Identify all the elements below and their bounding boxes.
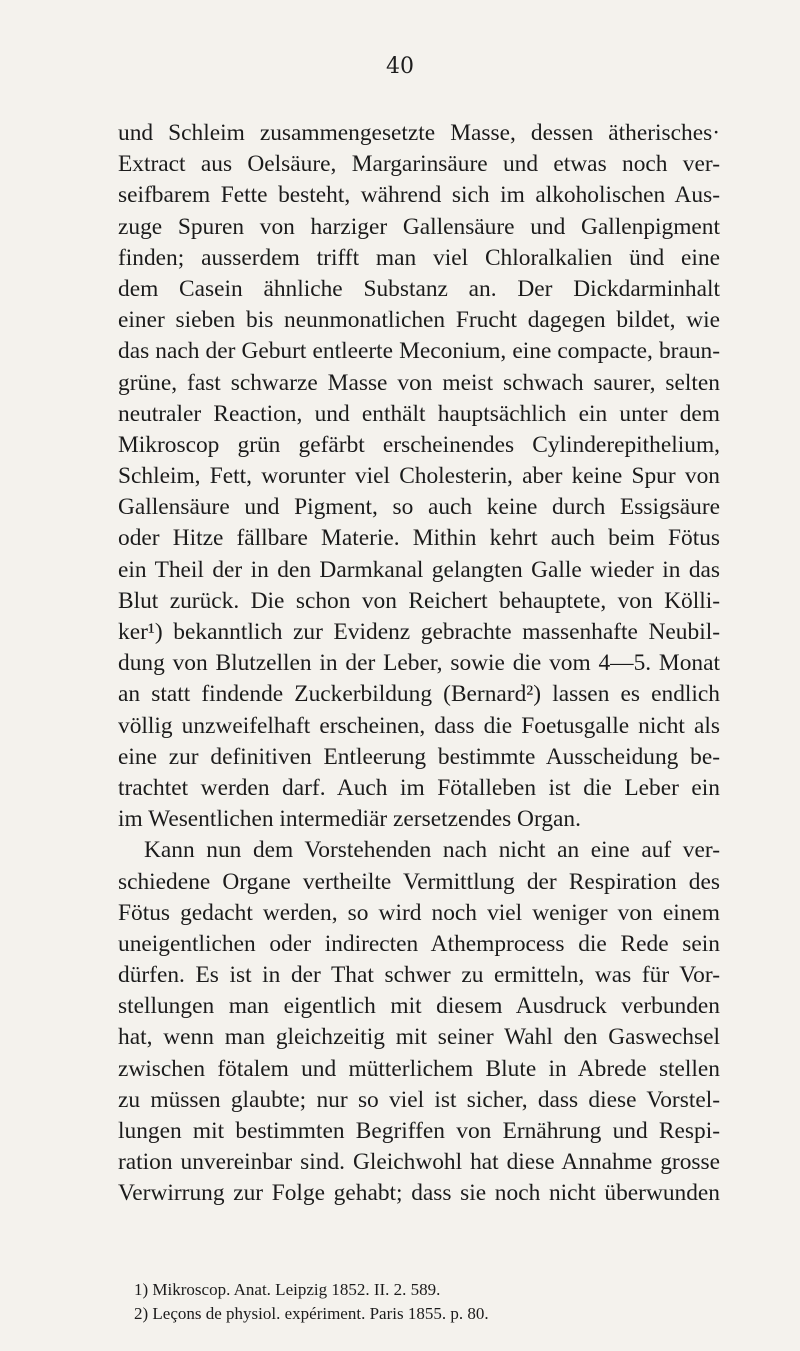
page-number: 40 xyxy=(386,54,414,79)
text-line: an statt findende Zuckerbildung (Bernard²) lassen es endlich xyxy=(118,681,720,708)
text-line: Kann nun dem Vorstehenden nach nicht an eine auf ver- xyxy=(144,837,720,864)
text-line: neutraler Reaction, und enthält hauptsächlich ein unter dem xyxy=(118,400,720,427)
text-line: das nach der Geburt entleerte Meconium, eine compacte, braun- xyxy=(118,338,720,365)
text-line: seifbarem Fette besteht, während sich im alkoholischen Aus- xyxy=(118,182,720,209)
text-line: uneigentlichen oder indirecten Athemprocess die Rede sein xyxy=(118,930,720,957)
text-line: einer sieben bis neunmonatlichen Frucht dagegen bildet, wie xyxy=(118,307,720,334)
text-line: lungen mit bestimmten Begriffen von Ernährung und Respi- xyxy=(118,1118,720,1144)
body-text xyxy=(118,118,720,1210)
text-line: ker¹) bekanntlich zur Evidenz gebrachte massenhafte Neubil- xyxy=(118,619,720,645)
text-line: finden; ausserdem trifft man viel Chloralkalien ünd eine xyxy=(118,244,720,271)
text-line: Gallensäure und Pigment, so auch keine durch Essigsäure xyxy=(118,494,720,521)
text-line: oder Hitze fällbare Materie. Mithin kehrt auch beim Fötus xyxy=(118,525,720,552)
text-line: ration unvereinbar sind. Gleichwohl hat diese Annahme grosse xyxy=(118,1149,720,1176)
text-line: Extract aus Oelsäure, Margarinsäure und etwas noch ver- xyxy=(118,151,720,178)
text-line: völlig unzweifelhaft erscheinen, dass die Foetusgalle nicht als xyxy=(118,712,720,739)
text-line: dürfen. Es ist in der That schwer zu ermitteln, was für Vor- xyxy=(118,962,720,989)
text-line: ein Theil der in den Darmkanal gelangten Galle wieder in das xyxy=(118,556,720,583)
text-line: zu müssen glaubte; nur so viel ist sicher, dass diese Vorstel- xyxy=(118,1086,720,1113)
footnotes xyxy=(134,1278,734,1326)
text-line: hat, wenn man gleichzeitig mit seiner Wahl den Gaswechsel xyxy=(118,1024,720,1051)
text-line: dem Casein ähnliche Substanz an. Der Dickdarminhalt xyxy=(118,275,720,302)
text-line: Schleim, Fett, worunter viel Cholesterin, aber keine Spur von xyxy=(118,463,720,490)
text-line: dung von Blutzellen in der Leber, sowie die vom 4—5. Monat xyxy=(118,650,720,677)
text-line: grüne, fast schwarze Masse von meist schwach saurer, selten xyxy=(118,369,720,396)
text-line: Fötus gedacht werden, so wird noch viel weniger von einem xyxy=(118,899,720,926)
text-line: eine zur definitiven Entleerung bestimmte Ausscheidung be- xyxy=(118,743,720,770)
text-line: Blut zurück. Die schon von Reichert behauptete, von Kölli- xyxy=(118,587,720,614)
text-line: trachtet werden darf. Auch im Fötalleben ist die Leber ein xyxy=(118,774,720,801)
text-line: zuge Spuren von harziger Gallensäure und Gallenpigment xyxy=(118,213,720,240)
text-line: schiedene Organe vertheilte Vermittlung der Respiration des xyxy=(118,868,720,895)
text-line: stellungen man eigentlich mit diesem Ausdruck verbunden xyxy=(118,993,720,1020)
text-line: zwischen fötalem und mütterlichem Blute in Abrede stellen xyxy=(118,1055,720,1082)
text-line: Mikroscop grün gefärbt erscheinendes Cylinderepithelium, xyxy=(118,431,720,458)
text-line: im Wesentlichen intermediär zersetzendes Organ. xyxy=(118,806,581,833)
text-line: Verwirrung zur Folge gehabt; dass sie noch nicht überwunden xyxy=(118,1180,720,1207)
text-line: und Schleim zusammengesetzte Masse, dessen ätherisches· xyxy=(118,120,720,146)
footnote-1: 1) Mikroscop. Anat. Leipzig 1852. II. 2. 589. xyxy=(134,1280,441,1299)
footnote-2: 2) Leçons de physiol. expériment. Paris 1855. p. 80. xyxy=(134,1304,489,1323)
